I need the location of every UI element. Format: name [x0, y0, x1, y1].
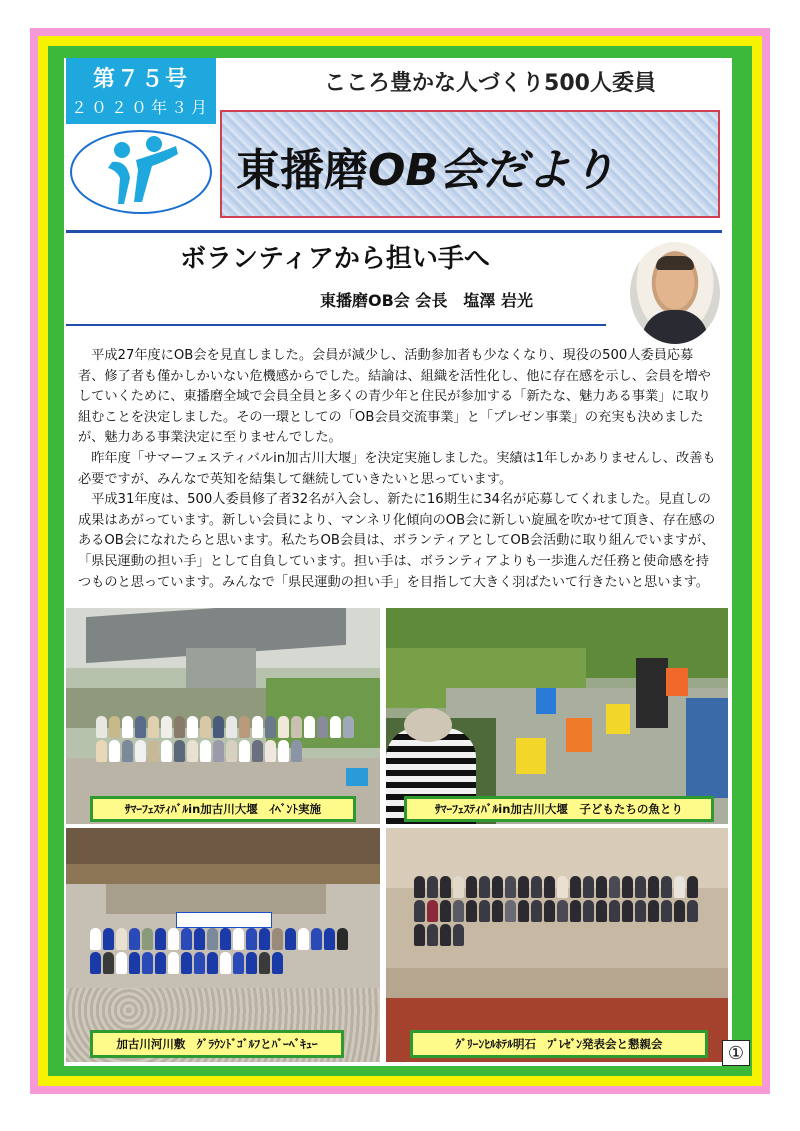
title-main: 東播磨 — [236, 145, 368, 196]
photo-children-fishing — [386, 608, 728, 824]
two-people-logo-icon — [70, 130, 212, 214]
issue-box — [66, 58, 216, 124]
photo-caption: ｻﾏｰﾌｪｽﾃｨﾊﾞﾙin加古川大堰 ｲﾍﾞﾝﾄ実施 — [90, 796, 356, 822]
photo-presentation-party — [386, 828, 728, 1062]
photo-ground-golf-bbq — [66, 828, 380, 1062]
article-paragraph: 平成31年度は、500人委員修了者32名が入会し、新たに16期生に34名が応募してくれました。見直しの成果はあがっています。新しい会員により、マンネリ化傾向のOB会に新しい旋風を吹かせて頂き、存在感のあるOB会になれたらと思います。私たちOB会員は、ボランティアとしてOB会活動に取り組んでいますが、「県民運動の担い手」として自負しています。担い手は、ボランティアよりも一歩進んだ任務と使命感を持つものと思っています。みんなで「県民運動の担い手」を目指して大きく羽ばたいて行きたいと思います。 — [78, 492, 716, 590]
article-byline: 東播磨OB会 会長 塩澤 岩光 — [320, 291, 533, 310]
photo-caption: ｸﾞﾘｰﾝﾋﾙﾎﾃﾙ明石 ﾌﾟﾚｾﾞﾝ発表会と懇親会 — [410, 1030, 708, 1058]
photo-caption: ｻﾏｰﾌｪｽﾃｨﾊﾞﾙin加古川大堰 子どもたちの魚とり — [404, 796, 714, 822]
article-paragraph: 昨年度「サマーフェスティバルin加古川大堰」を決定実施しました。実績は1年しかありませんし、改善も必要ですが、みんなで英知を結集して継続していきたいと思っています。 — [78, 450, 716, 487]
article-paragraph: 平成27年度にOB会を見直しました。会員が減少し、活動参加者も少なくなり、現役の500人委員応募者、修了者も僅かしかいない危機感からでした。結論は、組織を活性化し、他に存在感を示し、会員を増やしていくために、東播磨全域で会員全員と多くの青少年と住民が参加する「新たな、魅力ある事業」に取り組むことを決定しました。その一環としての「OB会員交流事業」と「プレゼン事業」の充実も決めましたが、魅力ある事業決定に至りませんでした。 — [78, 348, 711, 446]
title-rest: 会だより — [438, 145, 615, 196]
photo-caption: 加古川河川敷 ｸﾞﾗｳﾝﾄﾞｺﾞﾙﾌとﾊﾞｰﾍﾞｷｭｰ — [90, 1030, 344, 1058]
divider-bottom — [66, 324, 606, 326]
committee-name: こころ豊かな人づくり500人委員 — [324, 71, 656, 96]
divider-top — [66, 230, 722, 233]
issue-date: ２０２０年３月 — [70, 98, 211, 117]
chairman-portrait — [630, 242, 720, 344]
title-ob: OB — [368, 145, 439, 196]
article-headline: ボランティアから担い手へ — [180, 244, 490, 274]
photo-summer-festival-event — [66, 608, 380, 824]
article-body — [78, 346, 718, 593]
page-number: ① — [722, 1040, 750, 1066]
newsletter-title — [236, 134, 615, 198]
issue-number: 第７５号 — [92, 67, 189, 92]
newsletter-title-box — [220, 110, 720, 218]
